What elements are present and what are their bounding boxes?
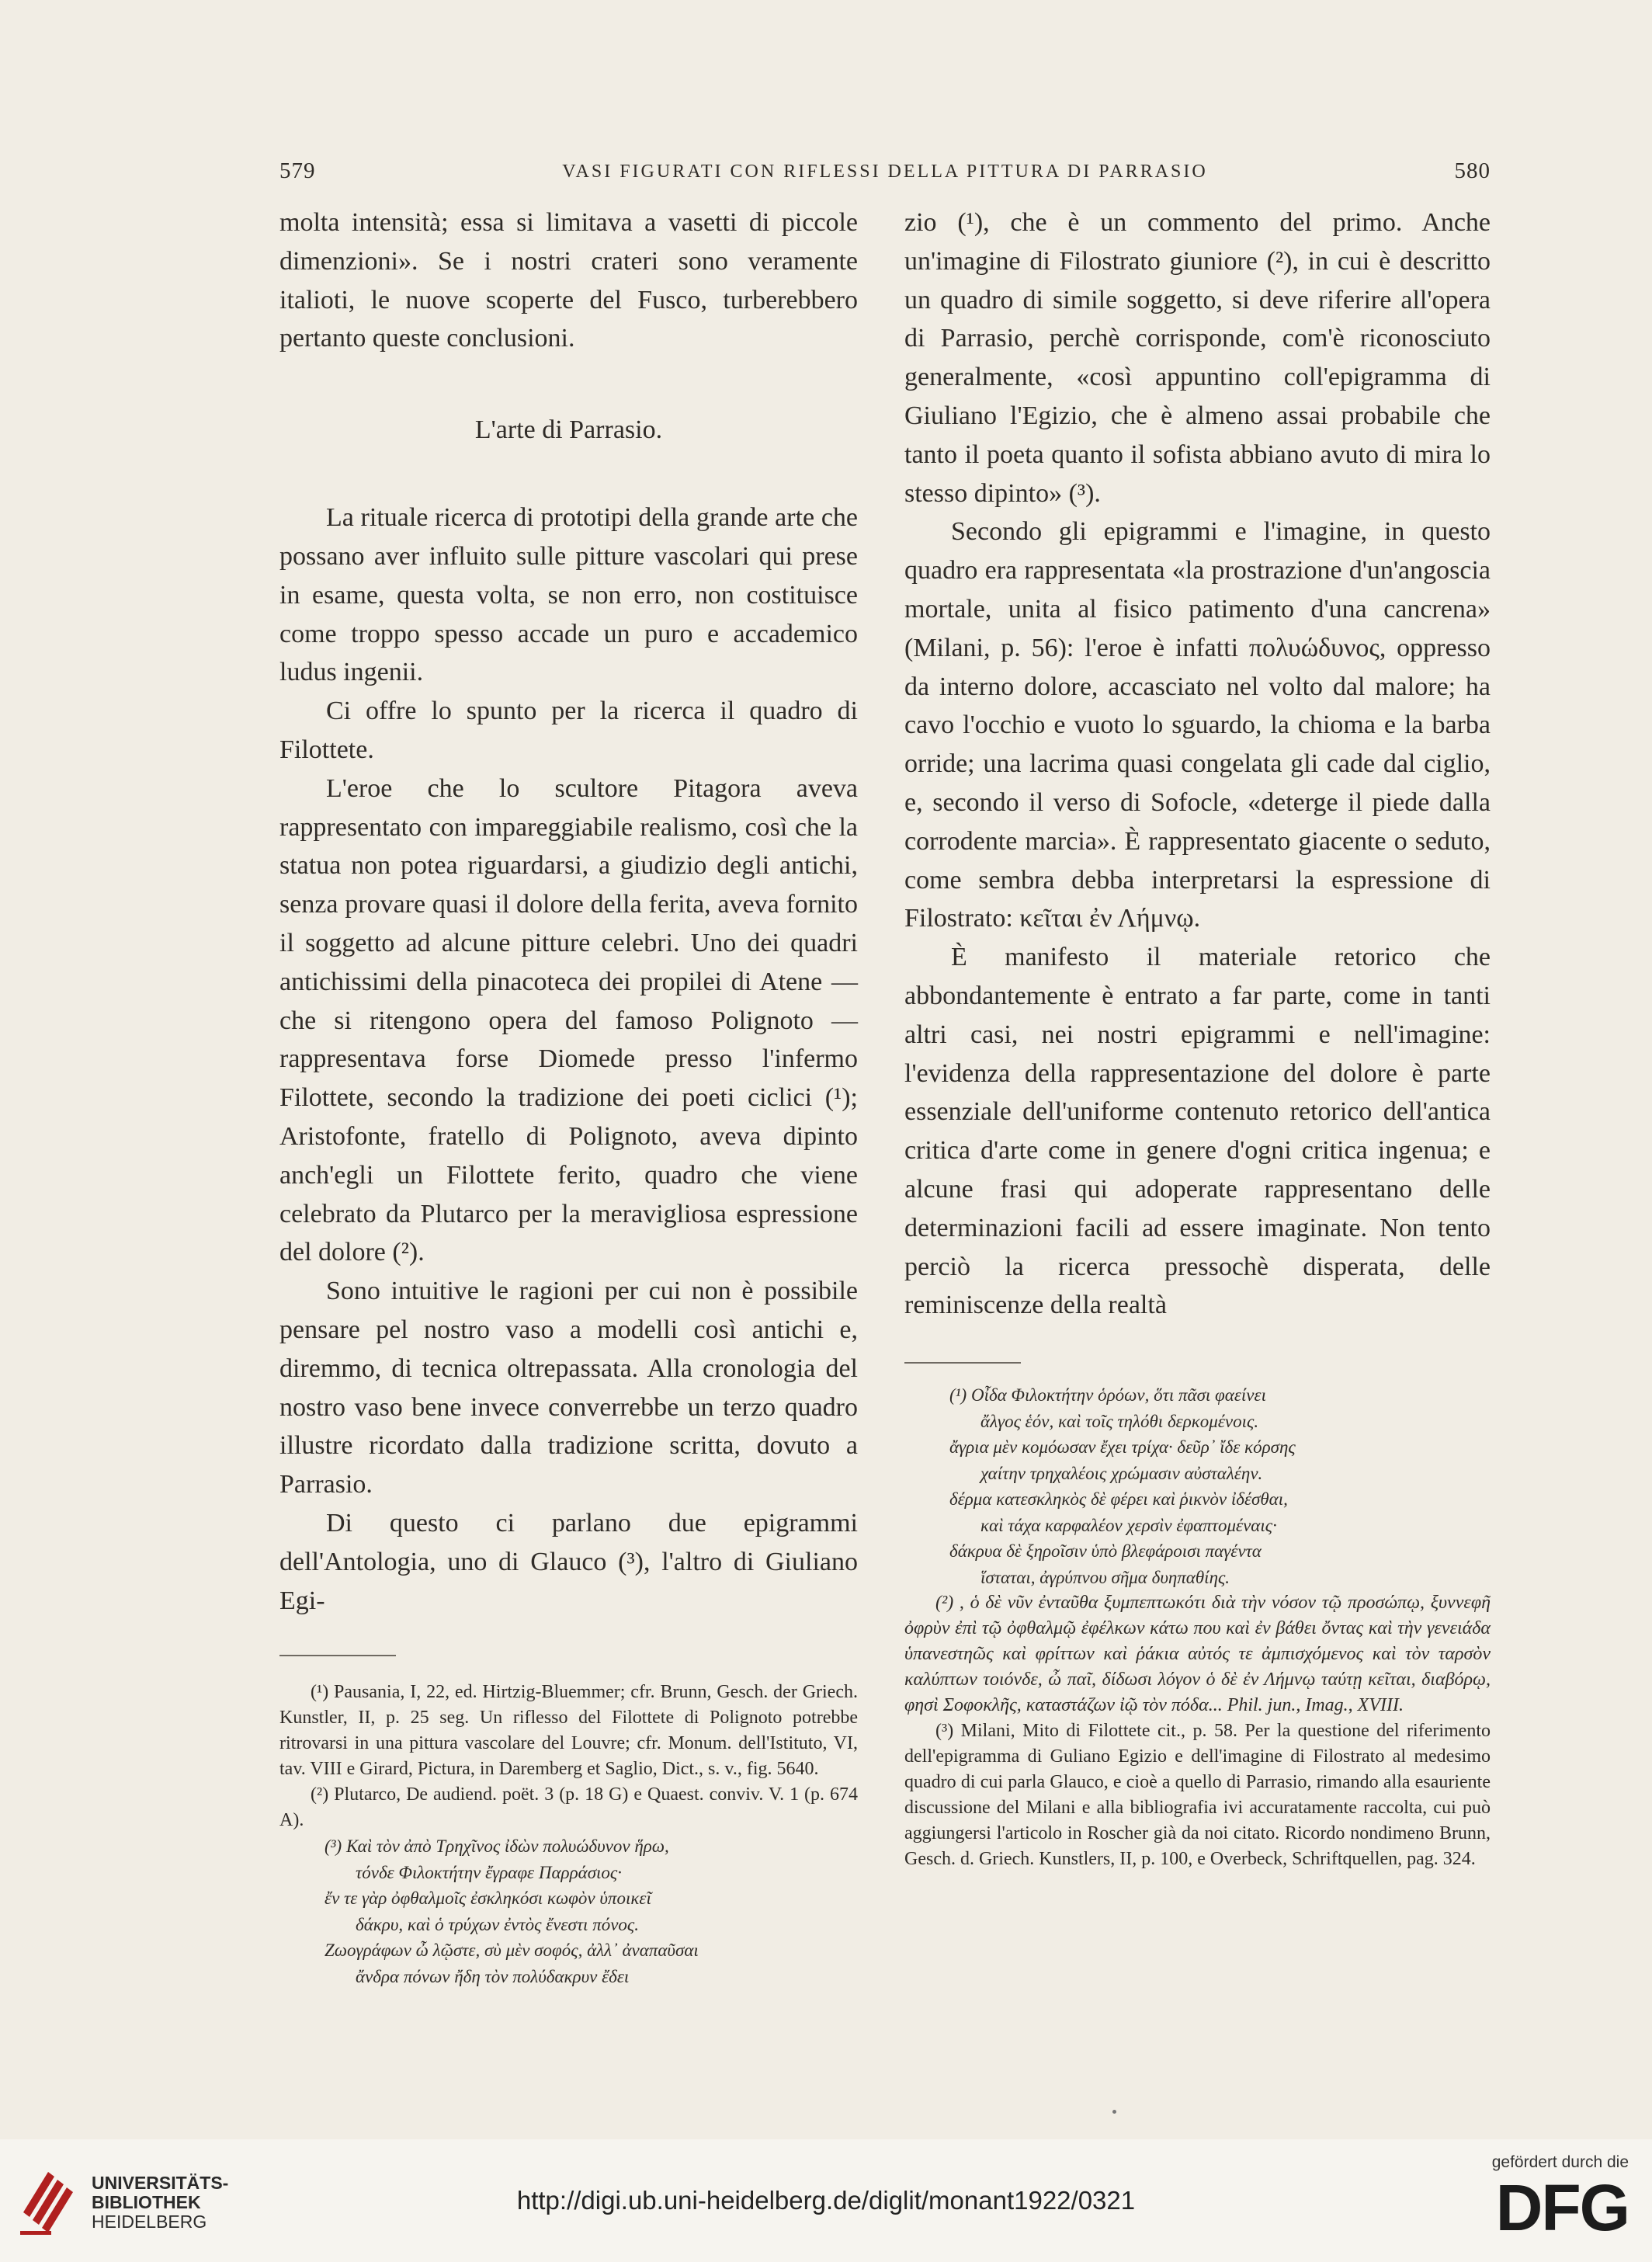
verse-line: ἄγρια μὲν κομόωσαν ἔχει τρίχα· δεῦρ᾽ ἴδε κόρσης bbox=[949, 1437, 1296, 1458]
running-head bbox=[279, 158, 1491, 189]
footnote: (²) , ὁ δὲ νῦν ἐνταῦθα ξυμπεπτωκότι διὰ τὴν νόσον τῷ προσώπῳ, ξυννεφῆ ὀφρὺν ἐπὶ τῷ ὀφθαλμῷ ἐφέλκων κάτω που καὶ ἐν βάθει ὄντας καὶ τὴν γενειάδα ὑπανεστηῶς καὶ φρίττων καὶ ῥάκια αὐτός τε ἀμπισχόμενος καὶ τὸν ταρσὸν καλύπτων τοιόνδε, ὦ παῖ, δίδωσι λόγον ὁ δὲ ἐν Λήμνῳ ταύτῃ κεῖται, διαβόρῳ, φησὶ Σοφοκλῆς, καταστάζων ἰῷ τὸν πόδα... Phil. jun., Imag., XVIII. bbox=[904, 1593, 1491, 1716]
verse-line: τόνδε Φιλοκτήτην ἔγραφε Παρράσιος· bbox=[356, 1862, 623, 1882]
greek-epigram bbox=[904, 1382, 1491, 1590]
verse-line: ἵσταται, ἀγρύπνου σῆμα δυηπαθίης. bbox=[980, 1567, 1230, 1587]
library-name-line: UNIVERSITÄTS- bbox=[92, 2173, 229, 2193]
footer-bar bbox=[0, 2139, 1652, 2262]
greek-epigram bbox=[279, 1833, 858, 1989]
paragraph: Secondo gli epigrammi e l'imagine, in questo quadro era rappresentata «la prostrazione d'un'angoscia mortale, unita al fisico patimento d'una cancrena» (Milani, p. 56): l'eroe è infatti πολυώδυνος, oppresso da interno dolore, accasciato nel volto dal malore; ha cavo l'occhio e vuoto lo sguardo, la chioma e la barba orride; una lacrima quasi congelata gli cade dal ciglio, e, secondo il verso di Sofocle, «deterge il piede dalla corrodente marcia». È rappresentato giacente o seduto, come sembra debba interpretarsi la espressione di Filostrato: κεῖται ἐν Λήμνῳ. bbox=[904, 517, 1491, 933]
verse-line: (³) Καὶ τὸν ἀπὸ Τρηχῖνος ἰδὼν πολυώδυνον ἥρω, bbox=[324, 1836, 669, 1857]
section-title: L'arte di Parrasio. bbox=[474, 415, 663, 445]
funding-caption: gefördert durch die bbox=[1491, 2153, 1629, 2171]
verse-line: δάκρυ, καὶ ὁ τρύχων ἐντὸς ἔνεστι πόνος. bbox=[356, 1914, 640, 1934]
footnote-rule bbox=[279, 1655, 396, 1656]
right-footnotes bbox=[904, 1382, 1491, 1872]
verse-line: καὶ τάχα καρφαλέον χερσὶν ἐφαπτομέναις· bbox=[980, 1515, 1277, 1535]
paragraph: zio (¹), che è un commento del primo. Anche un'imagine di Filostrato giuniore (²), in cui è descritto un quadro di simile soggetto, si deve riferire all'opera di Parrasio, perchè corrisponde, com'è riconosciuto generalmente, «così appuntino coll'epigramma di Giuliano l'Egizio, che è almeno assai probabile che tanto il poeta quanto il sofista abbiano avuto di mira lo stesso dipinto» (³). bbox=[904, 208, 1491, 508]
paragraph: Di questo ci parlano due epigrammi dell'Antologia, uno di Glauco (³), l'altro di Giuliano Egi- bbox=[279, 1508, 858, 1615]
right-column bbox=[904, 203, 1491, 1872]
speck bbox=[1112, 2110, 1116, 2114]
verse-line: χαίτην τρηχαλέοις χρώμασιν αὐσταλέην. bbox=[980, 1463, 1263, 1483]
paragraph: molta intensità; essa si limitava a vasetti di piccole dimenzioni». Se i nostri crateri sono veramente italioti, le nuove scoperte del Fusco, turberebbero pertanto queste conclusioni. bbox=[279, 208, 858, 353]
library-name-line: HEIDELBERG bbox=[92, 2212, 207, 2232]
library-name-line: BIBLIOTHEK bbox=[92, 2192, 201, 2212]
footnote-rule bbox=[904, 1362, 1021, 1364]
paragraph: Sono intuitive le ragioni per cui non è possibile pensare pel nostro vaso a modelli così antichi e, diremmo, di tecnica oltrepassata. Alla cronologia del nostro vaso bene invece converrebbe un terzo quadro illustre ricordato dalla tradizione scritta, dovuto a Parrasio. bbox=[279, 1277, 858, 1499]
paragraph: Ci offre lo spunto per la ricerca il quadro di Filottete. bbox=[279, 697, 858, 764]
page-number-left: 579 bbox=[279, 158, 316, 183]
verse-line: δέρμα κατεσκληκὸς δὲ φέρει καὶ ῥικνὸν ἰδέσθαι, bbox=[949, 1489, 1288, 1510]
footnote: (¹) Pausania, I, 22, ed. Hirtzig-Bluemmer; cfr. Brunn, Gesch. der Griech. Kunstler, II, p. 25 seg. Un riflesso del Filottete di Polignoto potrebbe ritrovarsi in una pittura vascolare del Louvre; cfr. Monum. dell'Istituto, VI, tav. VIII e Girard, Pictura, in Daremberg et Saglio, Dict., s. v., fig. 5640. bbox=[279, 1682, 858, 1780]
paragraph: La rituale ricerca di prototipi della grande arte che possano aver influito sulle pitture vascolari qui prese in esame, questa volta, se non erro, non costituisce come troppo spesso accade un puro e accademico ludus ingenii. bbox=[279, 503, 858, 687]
verse-line: ἄνδρα πόνων ἤδη τὸν πολύδακρυν ἔδει bbox=[356, 1966, 630, 1986]
verse-line: (¹) Οἶδα Φιλοκτήτην ὁρόων, ὅτι πᾶσι φαείνει bbox=[949, 1385, 1266, 1405]
footnote: (²) Plutarco, De audiend. poët. 3 (p. 18 G) e Quaest. conviv. V. 1 (p. 674 A). bbox=[279, 1784, 858, 1831]
page-number-right: 580 bbox=[1454, 158, 1491, 183]
verse-line: δάκρυα δὲ ξηροῖσιν ὑπὸ βλεφάροισι παγέντα bbox=[949, 1541, 1262, 1562]
right-body bbox=[904, 203, 1491, 1325]
permalink[interactable]: http://digi.ub.uni-heidelberg.de/diglit/monant1922/0321 bbox=[516, 2186, 1136, 2215]
dfg-logo-icon: DFG bbox=[1495, 2171, 1629, 2244]
funding-block bbox=[1458, 2153, 1629, 2243]
verse-line: ἔν τε γὰρ ὀφθαλμοῖς ἐσκληκόσι κωφὸν ὑποικεῖ bbox=[324, 1888, 651, 1909]
left-footnotes bbox=[279, 1680, 858, 1989]
paragraph: L'eroe che lo scultore Pitagora aveva rappresentato con impareggiabile realismo, così che la statua non potea riguardarsi, a giudizio degli antichi, senza provare quasi il dolore della ferita, aveva fornito il soggetto ad alcune pitture celebri. Uno dei quadri antichissimi della pinacoteca dei propilei di Atene — che si ritengono opera del famoso Polignoto — rappresentava forse Diomede presso l'infermo Filottete, secondo la tradizione dei poeti ciclici (¹); Aristofonte, fratello di Polignoto, aveva dipinto anch'egli un Filottete ferito, quadro che viene celebrato da Plutarco per la meravigliosa espressione del dolore (²). bbox=[279, 773, 858, 1267]
verse-line: ἄλγος ἑόν, καὶ τοῖς τηλόθι δερκομένοις. bbox=[980, 1411, 1259, 1431]
running-title: VASI FIGURATI CON RIFLESSI DELLA PITTURA DI PARRASIO bbox=[562, 162, 1208, 182]
paragraph: È manifesto il materiale retorico che abbondantemente è entrato a far parte, come in tanti altri casi, nei nostri epigrammi e nell'imagine: l'evidenza della rappresentazione del dolore è parte essenziale dell'uniforme contenuto retorico dell'antica critica d'arte come in genere d'ogni critica ingenua; e alcune frasi qui adoperate rappresentano delle determinazioni facili ad essere imaginate. Non tento perciò la ricerca pressochè disperata, delle reminiscenze della realtà bbox=[904, 943, 1491, 1320]
footnote: (³) Milani, Mito di Filottete cit., p. 58. Per la questione del riferimento dell'epigramma di Guliano Egizio e dell'imagine di Filostrato al medesimo quadro di cui parla Glauco, e cioè a quello di Parrasio, rimando alla esauriente discussione del Milani e alla bibliografia ivi accuratamente raccolta, cui può aggiungersi l'articolo in Roscher già da noi citato. Ricordo nondimeno Brunn, Gesch. d. Griech. Kunstlers, II, p. 100, e Overbeck, Schriftquellen, pag. 324. bbox=[904, 1721, 1491, 1870]
verse-line: Ζωογράφων ὦ λῷστε, σὺ μὲν σοφός, ἀλλ᾽ ἀναπαῦσαι bbox=[324, 1941, 699, 1961]
left-column bbox=[279, 203, 858, 1989]
left-body bbox=[279, 203, 858, 1620]
